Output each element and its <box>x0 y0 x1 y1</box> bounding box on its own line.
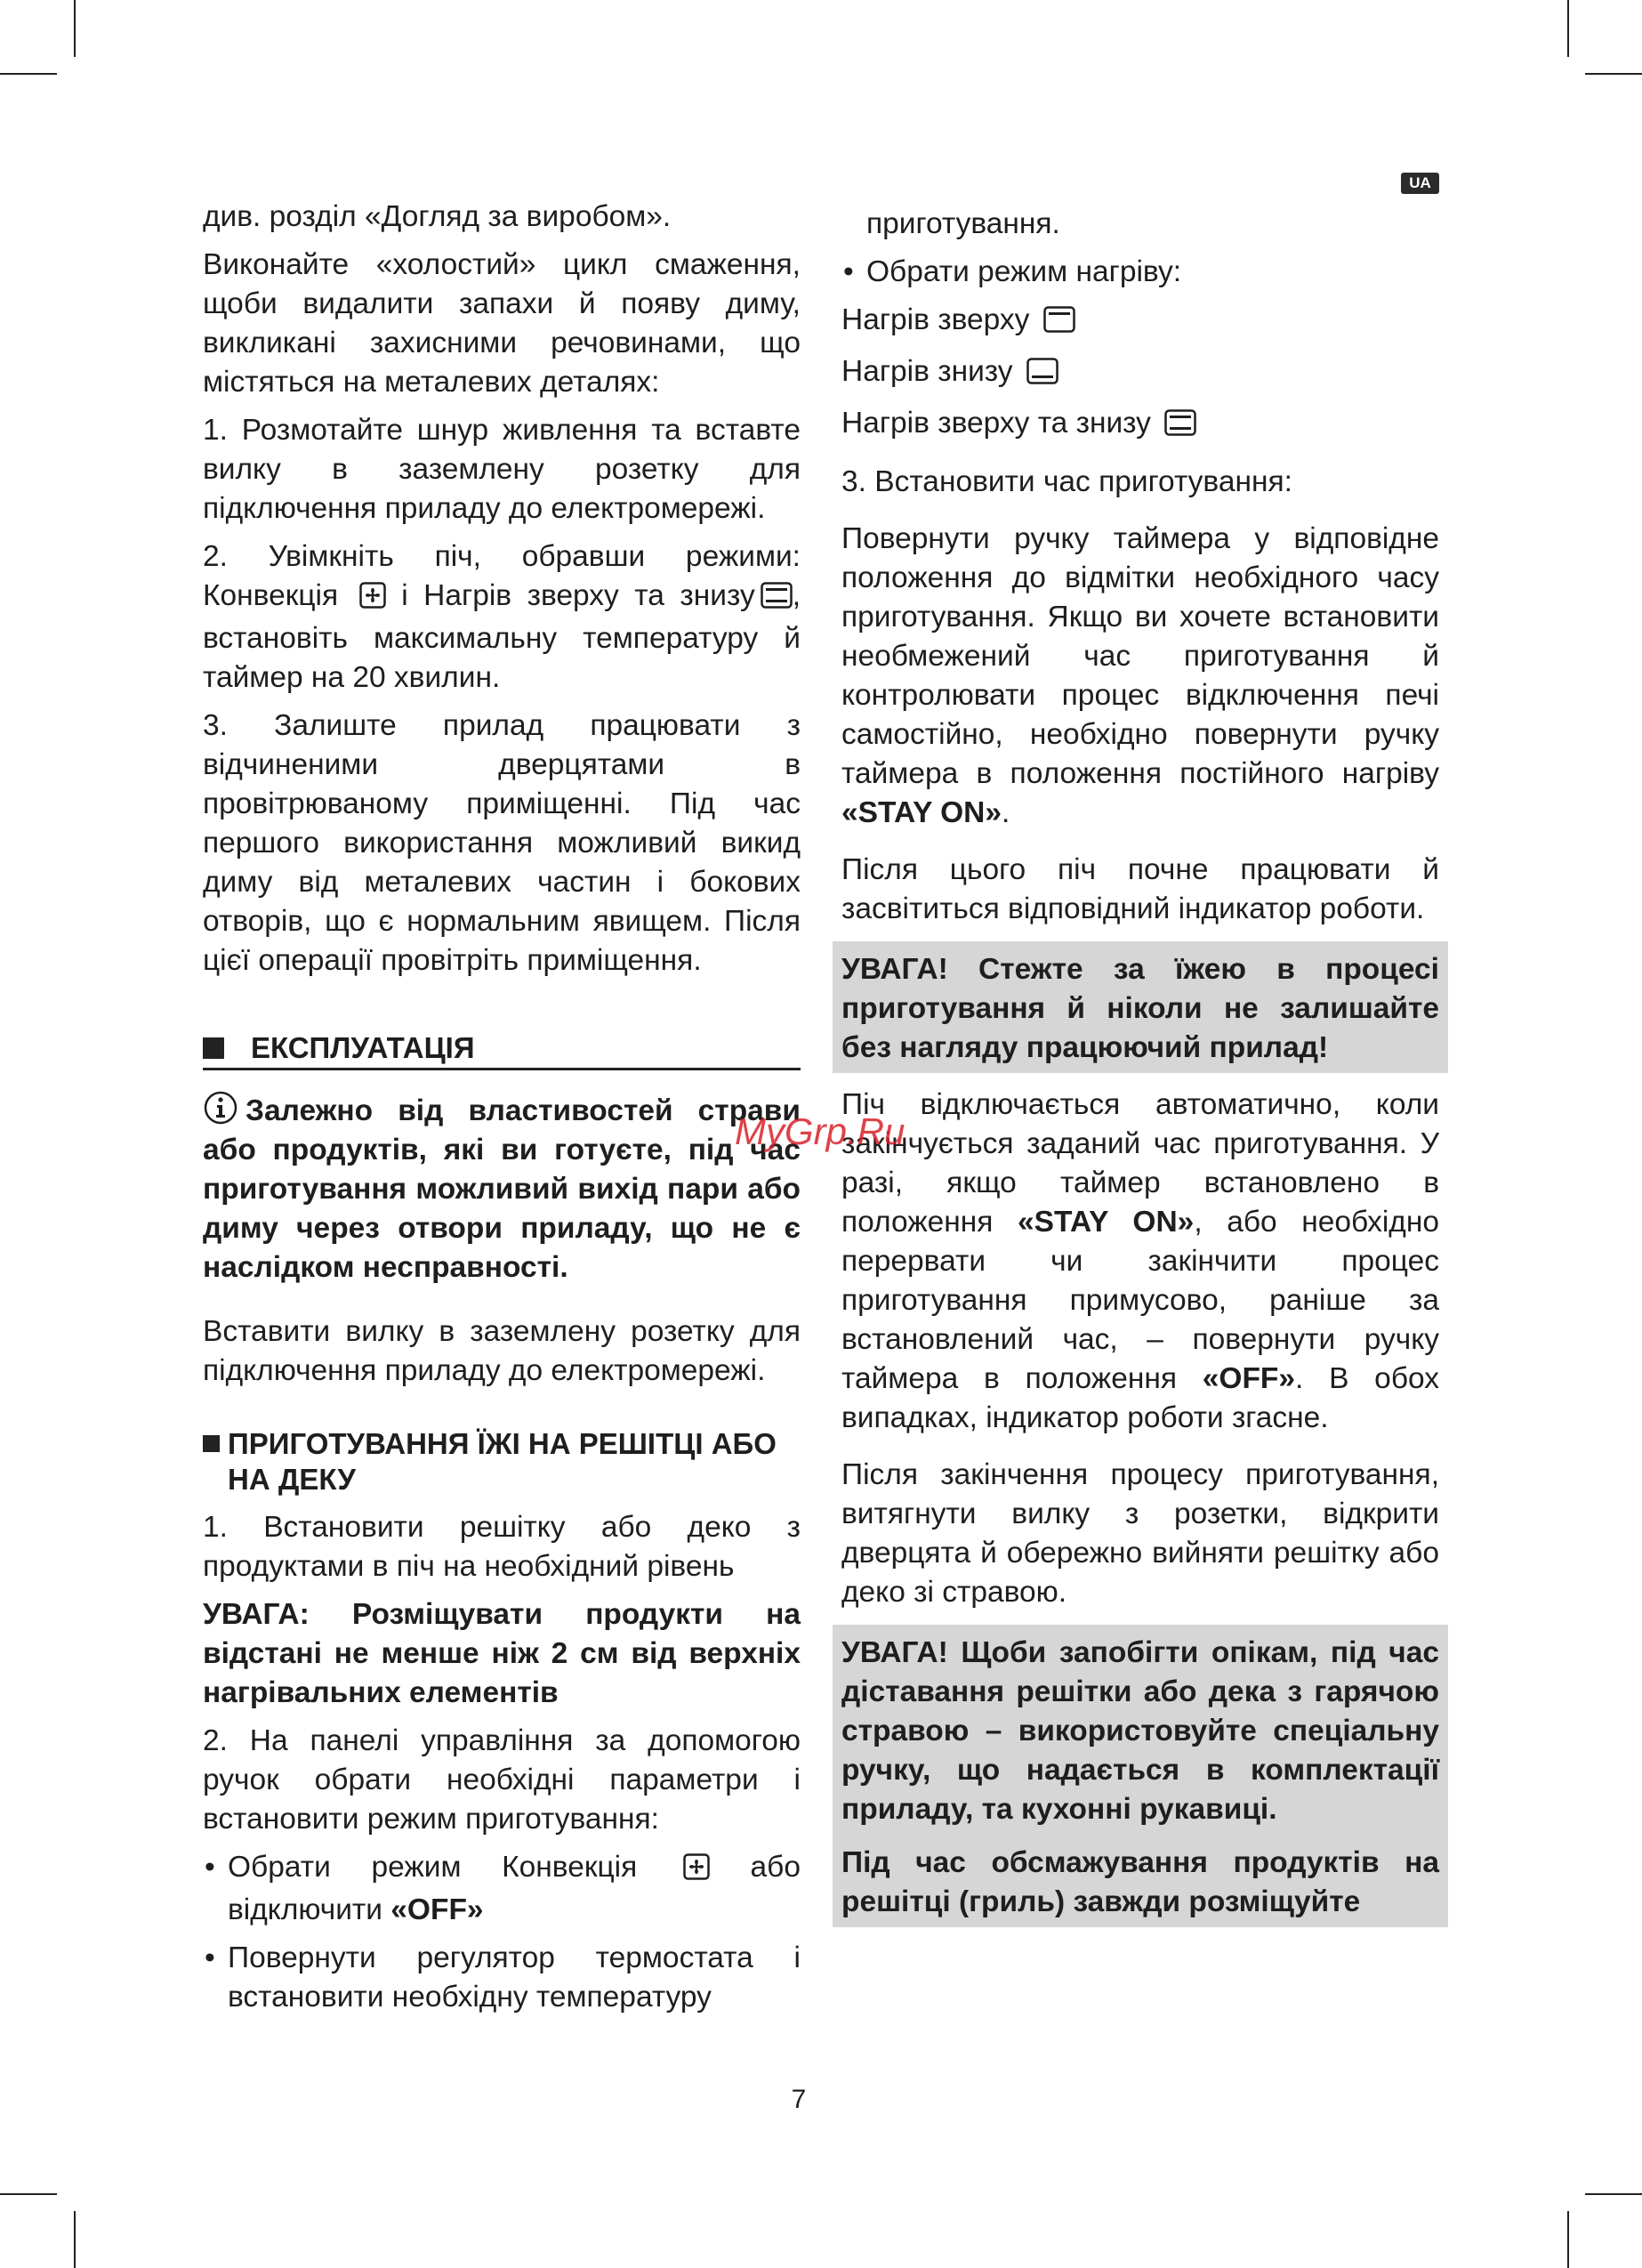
mode-top <box>841 301 1439 343</box>
text: і Нагрів зверху та знизу <box>401 579 755 612</box>
top-heat-icon <box>1043 304 1075 343</box>
list-item <box>203 1848 801 1930</box>
heating-modes <box>841 301 1439 447</box>
text: Нагрів зверху та знизу <box>841 407 1151 440</box>
paragraph <box>841 1086 1439 1438</box>
stay-on-label: «STAY ON» <box>1018 1206 1195 1239</box>
text: Повернути ручку таймера у відповідне положення до відмітки необхідного часу приготування. Якщо ви хочете встановити необмежений час приготування й контролювати процес відключення печі самостійно, необхідно повернути ручку таймера в положення постійного нагріву <box>841 522 1439 790</box>
bullet-icon: • <box>205 1941 215 1974</box>
off-label: «OFF» <box>390 1893 484 1926</box>
paragraph: Після закінчення процесу приготування, витягнути вилку з розетки, відкрити дверцята й обережно вийняти решітку або деко зі стравою. <box>841 1458 1439 1609</box>
square-bullet-icon <box>203 1037 224 1059</box>
text: Нагрів знизу <box>841 355 1013 388</box>
text: , або необхідно перервати чи закінчити процес приготування примусово, раніше за встановлений час, – повернути ручку таймера в положення <box>841 1206 1439 1395</box>
paragraph: Після цього піч почне працювати й засвітиться відповідний індикатор роботи. <box>841 853 1439 925</box>
crop-mark <box>0 73 57 75</box>
paragraph: приготування. <box>866 207 1060 240</box>
text: 2. Увімкніть піч, обравши режими: Конвекція <box>203 540 801 612</box>
crop-mark <box>1585 73 1642 75</box>
list-item <box>203 1939 801 2017</box>
paragraph: Виконайте «холостий» цикл смаження, щоби видалити запахи й появу диму, викликані захисними речовинами, що містяться на металевих деталях: <box>203 248 801 399</box>
text: . В обох випадках, індикатор роботи згасне. <box>841 1362 1440 1434</box>
crop-mark <box>74 2211 76 2268</box>
warning-text: УВАГА! Щоби запобігти опікам, під час діставання решітки або дека з гарячою стравою – використовуйте спеціальну ручку, що надається в комплектації приладу, та кухонні рукавиці. <box>841 1636 1439 1826</box>
section-heading-operation <box>203 1029 801 1070</box>
paragraph: Вставити вилку в заземлену розетку для підключення приладу до електромережі. <box>203 1315 801 1387</box>
text: . <box>1002 796 1010 829</box>
text: Обрати режим Конвекція <box>228 1851 638 1884</box>
watermark: MyGrp.Ru <box>735 1110 906 1152</box>
paragraph <box>841 520 1439 833</box>
list-item <box>841 253 1439 292</box>
paragraph: 1. Встановити решітку або деко з продуктами в піч на необхідний рівень <box>203 1511 801 1583</box>
top-bottom-heat-icon <box>761 580 793 619</box>
heading-text: ЕКСПЛУАТАЦІЯ <box>251 1031 475 1064</box>
stay-on-label: «STAY ON» <box>841 796 1002 829</box>
language-badge: UA <box>1401 173 1439 194</box>
crop-mark <box>74 0 76 57</box>
warning-box: УВАГА! Стежте за їжею в процесі приготування й ніколи не залишайте без нагляду працюючий прилад! <box>833 941 1448 1073</box>
off-label: «OFF» <box>1202 1362 1295 1395</box>
warning-text: Під час обсмажування продуктів на решітці (гриль) завжди розміщуйте <box>841 1846 1439 1918</box>
text: Обрати режим нагріву: <box>866 255 1182 288</box>
paragraph: 3. Залиште прилад працювати з відчиненими дверцятами в провітрюваному приміщенні. Під час першого використання можливий викид диму від металевих частин і бокових отворів, що є нормальним явищем. Після цієї операції провітріть приміщення. <box>203 709 801 977</box>
page-number: 7 <box>791 2085 807 2114</box>
convection-fan-icon <box>359 580 386 619</box>
info-text: Залежно від властивостей страви або продуктів, які ви готуєте, під час приготування можливий вихід пари або диму через отвори приладу, що не є наслідком несправності. <box>203 1094 801 1284</box>
crop-mark <box>1567 0 1569 57</box>
text: Нагрів зверху <box>841 303 1030 336</box>
paragraph: див. розділ «Догляд за виробом». <box>203 200 672 233</box>
text: або відключити <box>228 1851 801 1926</box>
right-column <box>841 205 1439 1940</box>
paragraph: 1. Розмотайте шнур живлення та вставте вилку в заземлену розетку для підключення приладу до електромережі. <box>203 414 801 525</box>
warning-text: УВАГА: Розміщувати продукти на відстані не менше ніж 2 см від верхніх нагрівальних елементів <box>203 1598 801 1709</box>
text: , встановіть максимальну температуру й таймер на 20 хвилин. <box>203 579 801 694</box>
bottom-heat-icon <box>1026 356 1058 395</box>
top-bottom-heat-icon <box>1164 408 1196 447</box>
info-icon <box>203 1090 238 1126</box>
text: Піч відключається автоматично, коли закінчується заданий час приготування. У разі, якщо таймер встановлено в положення <box>841 1088 1439 1239</box>
section-heading-cooking <box>203 1426 801 1497</box>
text: Повернути регулятор термостата і встановити необхідну температуру <box>228 1941 801 2014</box>
paragraph <box>203 537 801 698</box>
paragraph: 3. Встановити час приготування: <box>841 465 1292 498</box>
info-note <box>203 1090 801 1287</box>
paragraph: 2. На панелі управління за допомогою ручок обрати необхідні параметри і встановити режим приготування: <box>203 1724 801 1836</box>
mode-both <box>841 404 1439 447</box>
bullet-icon: • <box>843 255 854 288</box>
crop-mark <box>0 2193 57 2195</box>
left-column <box>203 198 801 2026</box>
mode-bottom <box>841 352 1439 395</box>
square-bullet-icon <box>203 1435 220 1452</box>
crop-mark <box>1585 2193 1642 2195</box>
convection-fan-icon <box>683 1852 710 1891</box>
heading-text: ПРИГОТУВАННЯ ЇЖІ НА РЕШІТЦІ АБО НА ДЕКУ <box>228 1427 777 1496</box>
warning-box <box>833 1625 1448 1927</box>
bullet-icon: • <box>205 1851 215 1884</box>
crop-mark <box>1567 2211 1569 2268</box>
